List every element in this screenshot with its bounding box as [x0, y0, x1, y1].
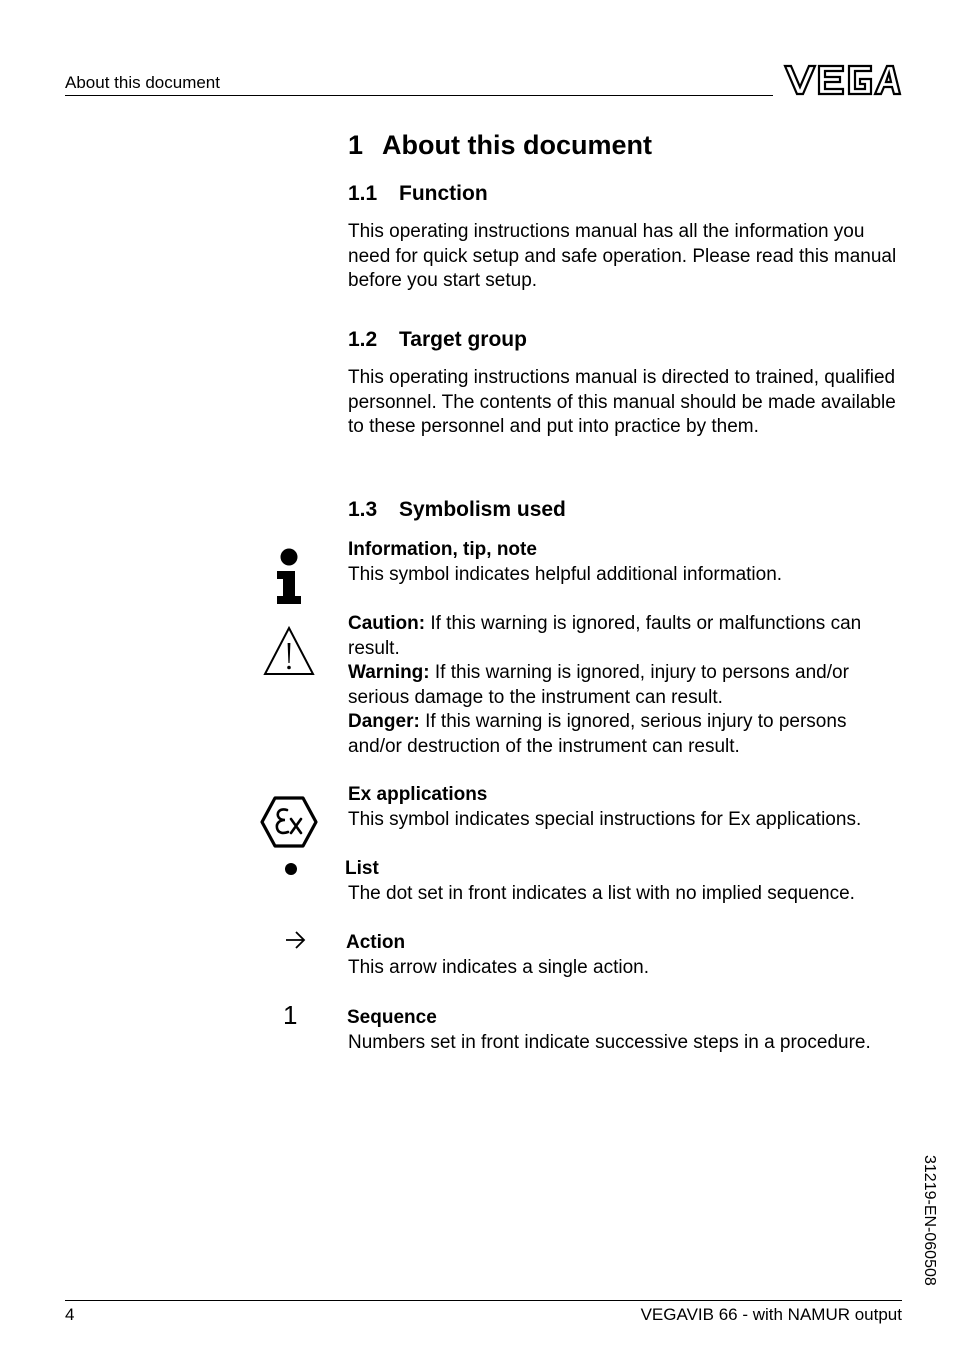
running-header: About this document: [65, 73, 220, 92]
subsection-title: Function: [399, 182, 488, 205]
list-symbol-title: [345, 857, 905, 882]
danger-label: Danger:: [348, 711, 420, 732]
info-symbol-description: [348, 538, 908, 587]
warning-triangle-icon: [262, 625, 316, 677]
warning-label: Warning:: [348, 662, 430, 683]
warning-symbol-description: [348, 612, 904, 759]
subsection-title: Target group: [399, 328, 527, 351]
ex-symbol-title: Ex applications: [348, 784, 488, 805]
target-group-paragraph: This operating instructions manual is directed to trained, qualified personnel. The contents of this manual should be made available to these personnel and put into practice by them.: [348, 367, 896, 437]
action-title: Action: [346, 932, 406, 953]
danger-text: If this warning is ignored, serious injury to persons and/or destruction of the instrument can result.: [348, 711, 847, 757]
subsection-heading-function: [348, 181, 488, 207]
chapter-title: [348, 128, 652, 162]
caution-text: If this warning is ignored, faults or malfunctions can result.: [348, 613, 862, 659]
action-symbol-title: [346, 931, 906, 956]
danger-line: [348, 710, 904, 759]
document-number: 31219-EN-060508: [921, 1155, 938, 1286]
info-symbol-title: Information, tip, note: [348, 539, 537, 560]
caution-label: Caution:: [348, 613, 426, 634]
sequence-title: Sequence: [347, 1007, 437, 1028]
chapter-number: 1: [348, 130, 364, 160]
ex-symbol-text: This symbol indicates special instructions for Ex applications.: [348, 808, 862, 830]
info-symbol-text: This symbol indicates helpful additional information.: [348, 563, 783, 585]
footer-rule: [65, 1300, 902, 1301]
sequence-number-marker: 1: [283, 1000, 298, 1030]
header-rule: [65, 95, 773, 96]
subsection-number: 1.1: [348, 182, 378, 205]
warning-line: [348, 661, 904, 710]
subsection-number: 1.2: [348, 328, 378, 351]
subsection-title: Symbolism used: [399, 498, 566, 521]
chapter-title-text: About this document: [382, 130, 652, 160]
list-bullet-icon: [284, 862, 298, 876]
function-paragraph: This operating instructions manual has all the information you need for quick setup and safe operation. Please read this manual before you start setup.: [348, 221, 897, 291]
sequence-symbol-text: Numbers set in front indicate successive steps in a procedure.: [348, 1032, 871, 1053]
subsection-number: 1.3: [348, 498, 378, 521]
warning-text: If this warning is ignored, injury to persons and/or serious damage to the instrument can result.: [348, 662, 849, 708]
list-title: List: [345, 858, 379, 879]
footer-product-title: VEGAVIB 66 - with NAMUR output: [640, 1305, 902, 1324]
action-symbol-text: This arrow indicates a single action.: [348, 957, 649, 978]
ex-symbol-description: [348, 783, 908, 832]
arrow-right-icon: [284, 930, 308, 950]
sequence-symbol-title: [347, 1006, 907, 1031]
vega-logo: [783, 63, 902, 97]
subsection-heading-target-group: [348, 327, 527, 353]
page-number: 4: [65, 1305, 75, 1324]
ex-applications-icon: [260, 795, 318, 849]
caution-line: [348, 612, 904, 661]
list-symbol-text: The dot set in front indicates a list with no implied sequence.: [348, 883, 855, 904]
info-icon: [274, 548, 304, 606]
subsection-heading-symbolism: [348, 497, 566, 523]
